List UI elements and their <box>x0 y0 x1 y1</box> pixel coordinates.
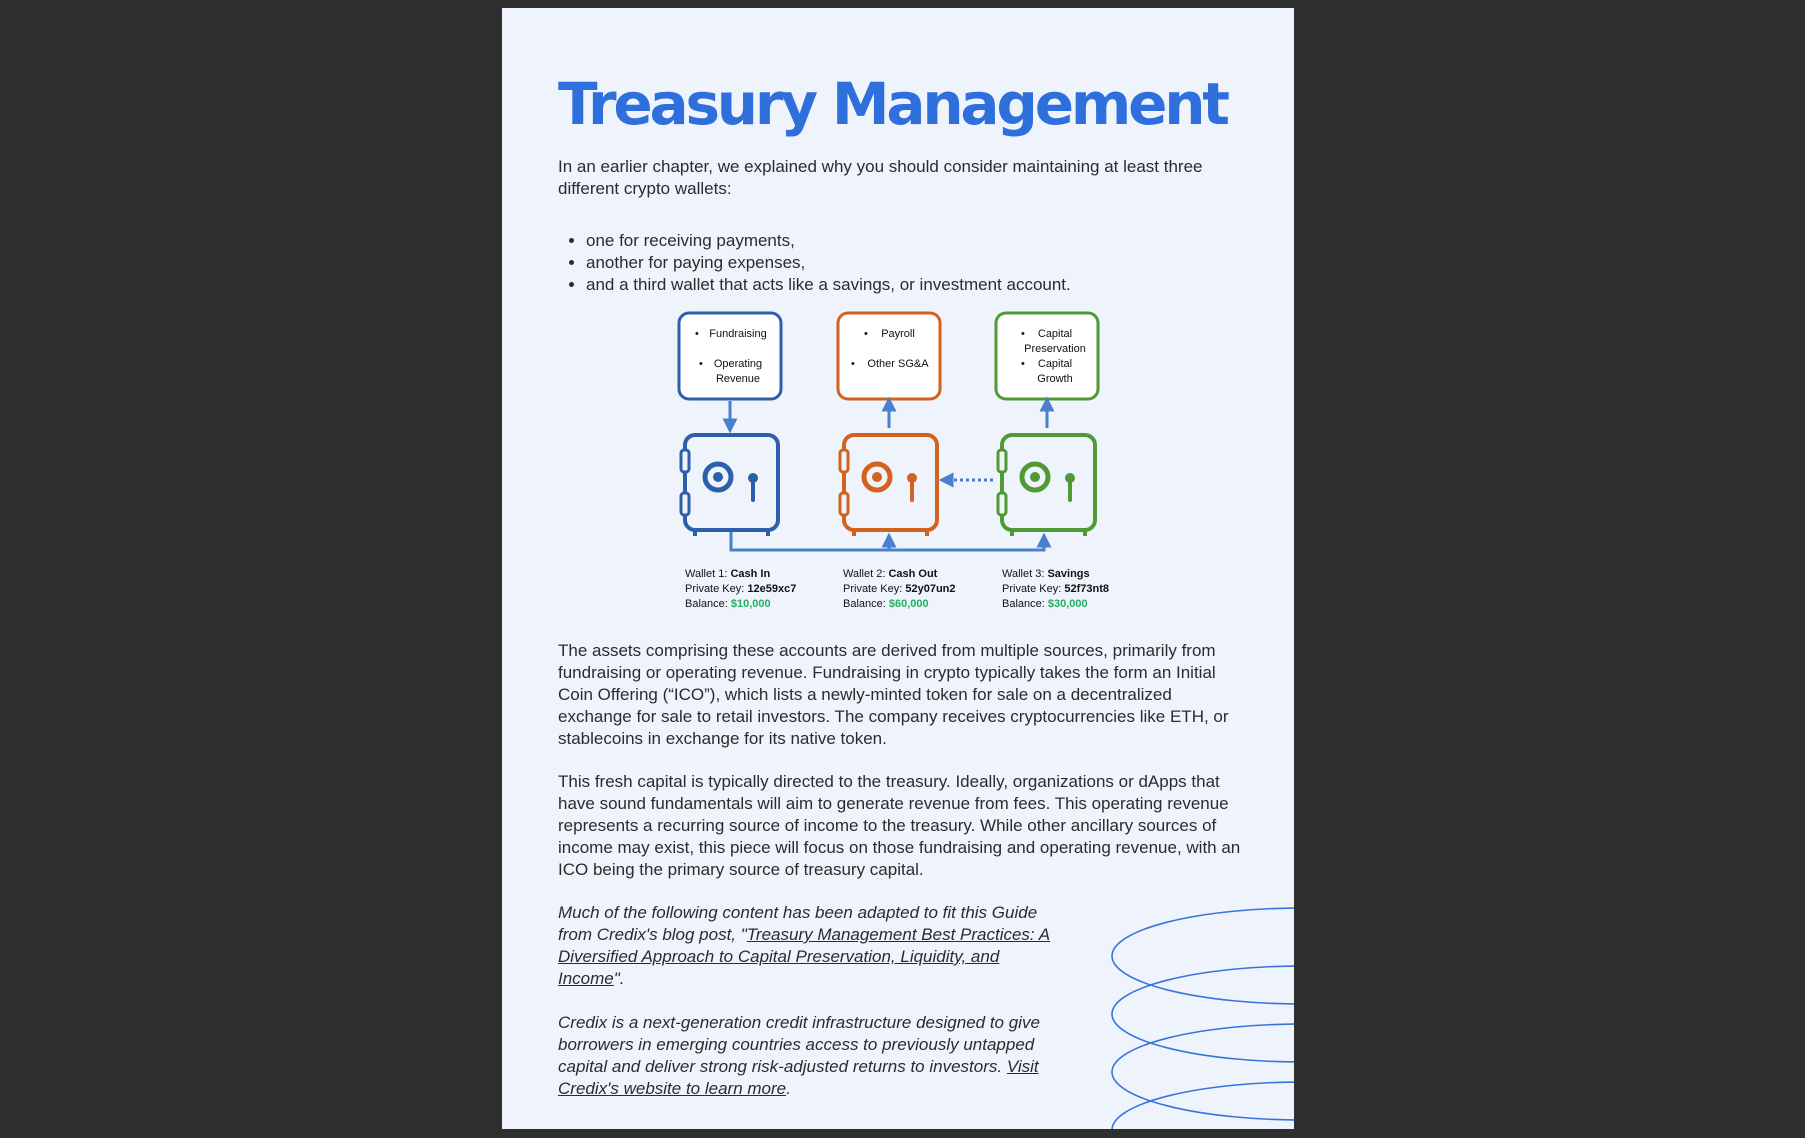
purpose-item-line1: Capital <box>1037 358 1073 370</box>
svg-text:Wallet 3: Savings: Wallet 3: Savings <box>1002 568 1090 580</box>
wallet-diagram <box>502 8 1294 628</box>
purpose-item: Payroll <box>881 328 915 340</box>
list-item: • one for receiving payments, <box>586 230 1071 252</box>
adapted-note: Much of the following content has been adapted to fit this Guide from Credix's blog post, "Treasury Management Best Practices: A Diversified Approach to Capital Preservation, Liquidity, and Income". <box>558 903 1051 988</box>
svg-text:•: • <box>864 328 868 340</box>
intro-paragraph: In an earlier chapter, we explained why you should consider maintaining at least three different crypto wallets: <box>558 157 1203 198</box>
credix-website-link[interactable]: Visit Credix's website to learn more <box>558 1057 1039 1098</box>
purpose-box-capital <box>996 313 1098 399</box>
document-page <box>502 8 1294 1129</box>
capital-paragraph: This fresh capital is typically directed to the treasury. Ideally, organizations or dApps that have sound fundamentals will aim to generate revenue from fees. This operating revenue represents a recurring source of income to the treasury. While other ancillary sources of income may exist, this piece will focus on those fundraising and operating revenue, with an ICO being the primary source of treasury capital. <box>558 772 1241 879</box>
svg-text:•: • <box>1021 358 1025 370</box>
purpose-item-line1: Operating <box>713 358 763 370</box>
svg-text:Private Key: 52f73nt8: Private Key: 52f73nt8 <box>1002 583 1110 595</box>
svg-text:Balance: $60,000: Balance: $60,000 <box>843 598 929 610</box>
list-item: • another for paying expenses, <box>586 252 1071 274</box>
decorative-swirl <box>1102 878 1294 1129</box>
svg-text:Balance: $10,000: Balance: $10,000 <box>685 598 771 610</box>
purpose-box-payroll <box>838 313 940 399</box>
svg-text:Private Key: 52y07un2: Private Key: 52y07un2 <box>843 583 956 595</box>
svg-text:•: • <box>1021 328 1025 340</box>
purpose-item-line1: Capital <box>1037 328 1073 340</box>
purpose-item-line2: Preservation <box>1024 343 1086 355</box>
blog-post-link[interactable]: Treasury Management Best Practices: A Diversified Approach to Capital Preservation, Liquidity, and Income <box>558 925 1051 988</box>
safe-icon-green <box>998 435 1095 536</box>
purpose-item-line2: Growth <box>1037 373 1073 385</box>
svg-text:•: • <box>699 358 703 370</box>
svg-text:Balance: $30,000: Balance: $30,000 <box>1002 598 1088 610</box>
purpose-item: Fundraising <box>709 328 767 340</box>
credix-note: Credix is a next-generation credit infrastructure designed to give borrowers in emerging countries access to previously untapped capital and deliver strong risk-adjusted returns to investors. Visit Credix's website to learn more. <box>558 1013 1040 1098</box>
svg-text:Wallet 2: Cash Out: Wallet 2: Cash Out <box>843 568 938 580</box>
purpose-box-fundraising <box>679 313 781 399</box>
purpose-item: Other SG&A <box>867 358 929 370</box>
svg-text:Wallet 1: Cash In: Wallet 1: Cash In <box>685 568 771 580</box>
svg-text:Private Key: 12e59xc7: Private Key: 12e59xc7 <box>685 583 797 595</box>
list-item: • and a third wallet that acts like a savings, or investment account. <box>586 274 1071 296</box>
page-title: Treasury Management <box>558 70 1227 138</box>
svg-text:•: • <box>695 328 699 340</box>
purpose-item-line2: Revenue <box>715 373 761 385</box>
assets-paragraph: The assets comprising these accounts are derived from multiple sources, primarily from fundraising or operating revenue. Fundraising in crypto typically takes the form an Initial Coin Offering (“ICO”), which lists a newly-minted token for sale on a decentralized exchange for sale to retail investors. The company receives cryptocurrencies like ETH, or stablecoins in exchange for its native token. <box>558 641 1229 748</box>
safe-icon-orange <box>840 435 937 536</box>
svg-text:•: • <box>851 358 855 370</box>
safe-icon-blue <box>681 435 778 536</box>
